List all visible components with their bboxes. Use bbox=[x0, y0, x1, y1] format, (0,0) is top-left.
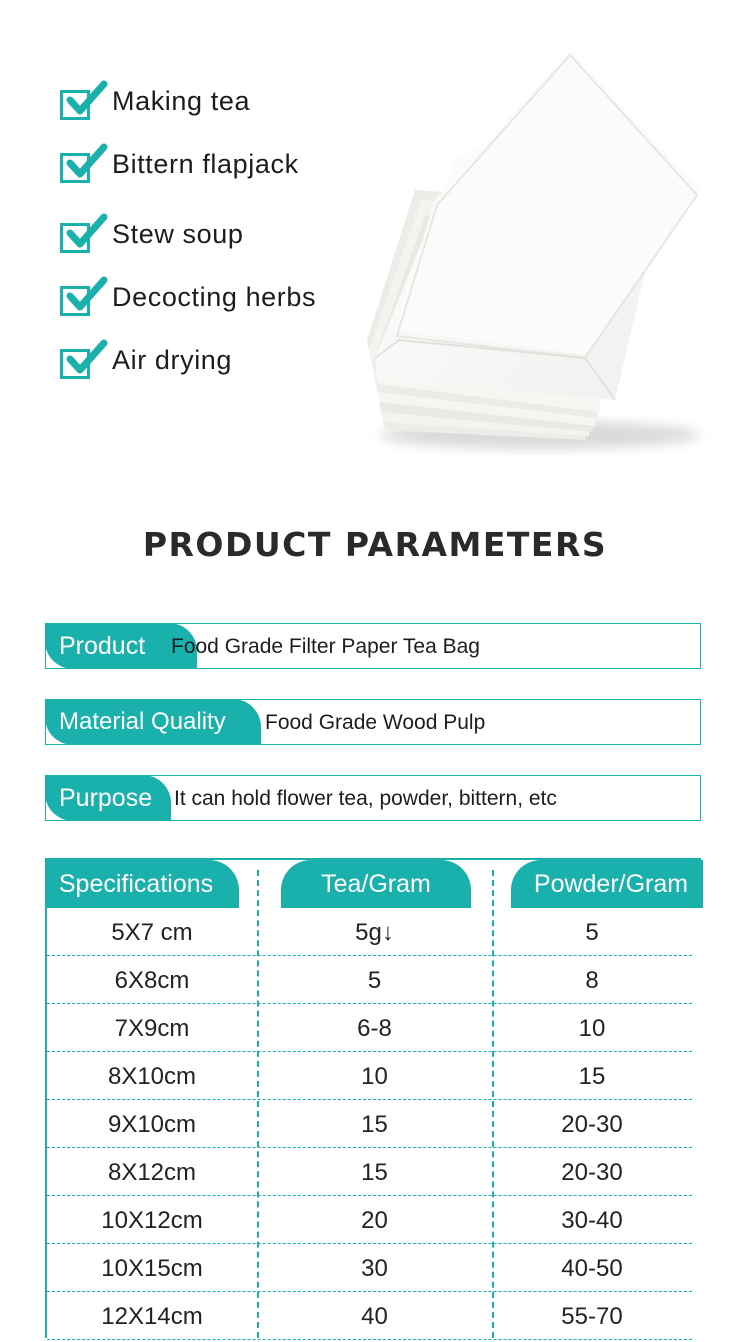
checkmark-icon bbox=[60, 147, 94, 181]
use-item bbox=[60, 141, 299, 187]
table-row bbox=[47, 908, 692, 956]
table-row bbox=[47, 1100, 692, 1148]
param-tag: Product bbox=[45, 623, 197, 669]
use-label: Stew soup bbox=[112, 218, 244, 249]
spec-size-cell: 6X8cm bbox=[114, 967, 190, 994]
spec-size-cell: 7X9cm bbox=[114, 1015, 190, 1042]
use-item bbox=[60, 337, 232, 383]
powder-gram-cell: 10 bbox=[578, 1015, 606, 1042]
powder-gram-cell: 20-30 bbox=[561, 1111, 623, 1138]
spec-size-cell: 12X14cm bbox=[101, 1303, 203, 1330]
spec-size-cell: 9X10cm bbox=[107, 1111, 197, 1138]
param-value: It can hold flower tea, powder, bittern, etc bbox=[174, 787, 557, 810]
use-label: Bittern flapjack bbox=[112, 148, 299, 179]
tea-gram-cell: 30 bbox=[361, 1255, 388, 1282]
param-row-product bbox=[45, 623, 701, 669]
spec-size-cell: 10X12cm bbox=[101, 1207, 203, 1234]
powder-gram-cell: 55-70 bbox=[561, 1303, 623, 1330]
checkmark-icon bbox=[60, 217, 94, 251]
tea-gram-cell: 20 bbox=[361, 1207, 388, 1234]
use-item bbox=[60, 274, 316, 320]
tea-gram-cell: 5g↓ bbox=[355, 919, 394, 946]
use-item bbox=[60, 78, 250, 124]
filter-paper-stack-image bbox=[355, 40, 715, 460]
spec-size-cell: 10X15cm bbox=[101, 1255, 203, 1282]
powder-gram-cell: 8 bbox=[585, 967, 599, 994]
param-value: Food Grade Wood Pulp bbox=[265, 711, 486, 734]
checkmark-icon bbox=[60, 343, 94, 377]
spec-header-specifications: Specifications bbox=[47, 860, 239, 908]
spec-header-tea-gram: Tea/Gram bbox=[281, 860, 471, 908]
table-row bbox=[47, 1148, 692, 1196]
powder-gram-cell: 30-40 bbox=[561, 1207, 623, 1234]
checkmark-icon bbox=[60, 280, 94, 314]
powder-gram-cell: 40-50 bbox=[561, 1255, 623, 1282]
spec-table bbox=[45, 858, 701, 1338]
table-row bbox=[47, 1052, 692, 1100]
table-row bbox=[47, 1196, 692, 1244]
param-value: Food Grade Filter Paper Tea Bag bbox=[171, 635, 480, 658]
powder-gram-cell: 20-30 bbox=[561, 1159, 623, 1186]
table-row bbox=[47, 1004, 692, 1052]
tea-gram-cell: 15 bbox=[361, 1111, 388, 1138]
section-title: PRODUCT PARAMETERS bbox=[142, 525, 608, 564]
tea-gram-cell: 6-8 bbox=[357, 1015, 392, 1042]
table-row bbox=[47, 1292, 692, 1340]
spec-size-cell: 5X7 cm bbox=[111, 919, 193, 946]
tea-gram-cell: 5 bbox=[367, 967, 382, 994]
powder-gram-cell: 5 bbox=[585, 919, 599, 946]
table-row bbox=[47, 1244, 692, 1292]
spec-size-cell: 8X12cm bbox=[107, 1159, 197, 1186]
use-label: Decocting herbs bbox=[112, 281, 317, 312]
tea-gram-cell: 15 bbox=[361, 1159, 388, 1186]
powder-gram-cell: 15 bbox=[578, 1063, 606, 1090]
param-row-material-quality bbox=[45, 699, 701, 745]
spec-size-cell: 8X10cm bbox=[107, 1063, 197, 1090]
use-item bbox=[60, 211, 243, 257]
param-tag: Material Quality bbox=[45, 699, 261, 745]
tea-gram-cell: 40 bbox=[361, 1303, 388, 1330]
use-label: Making tea bbox=[112, 85, 251, 116]
table-row bbox=[47, 956, 692, 1004]
use-label: Air drying bbox=[112, 344, 233, 375]
param-row-purpose bbox=[45, 775, 701, 821]
checkmark-icon bbox=[60, 84, 94, 118]
tea-gram-cell: 10 bbox=[361, 1063, 388, 1090]
spec-header-powder-gram: Powder/Gram bbox=[511, 860, 703, 908]
param-tag: Purpose bbox=[45, 775, 171, 821]
